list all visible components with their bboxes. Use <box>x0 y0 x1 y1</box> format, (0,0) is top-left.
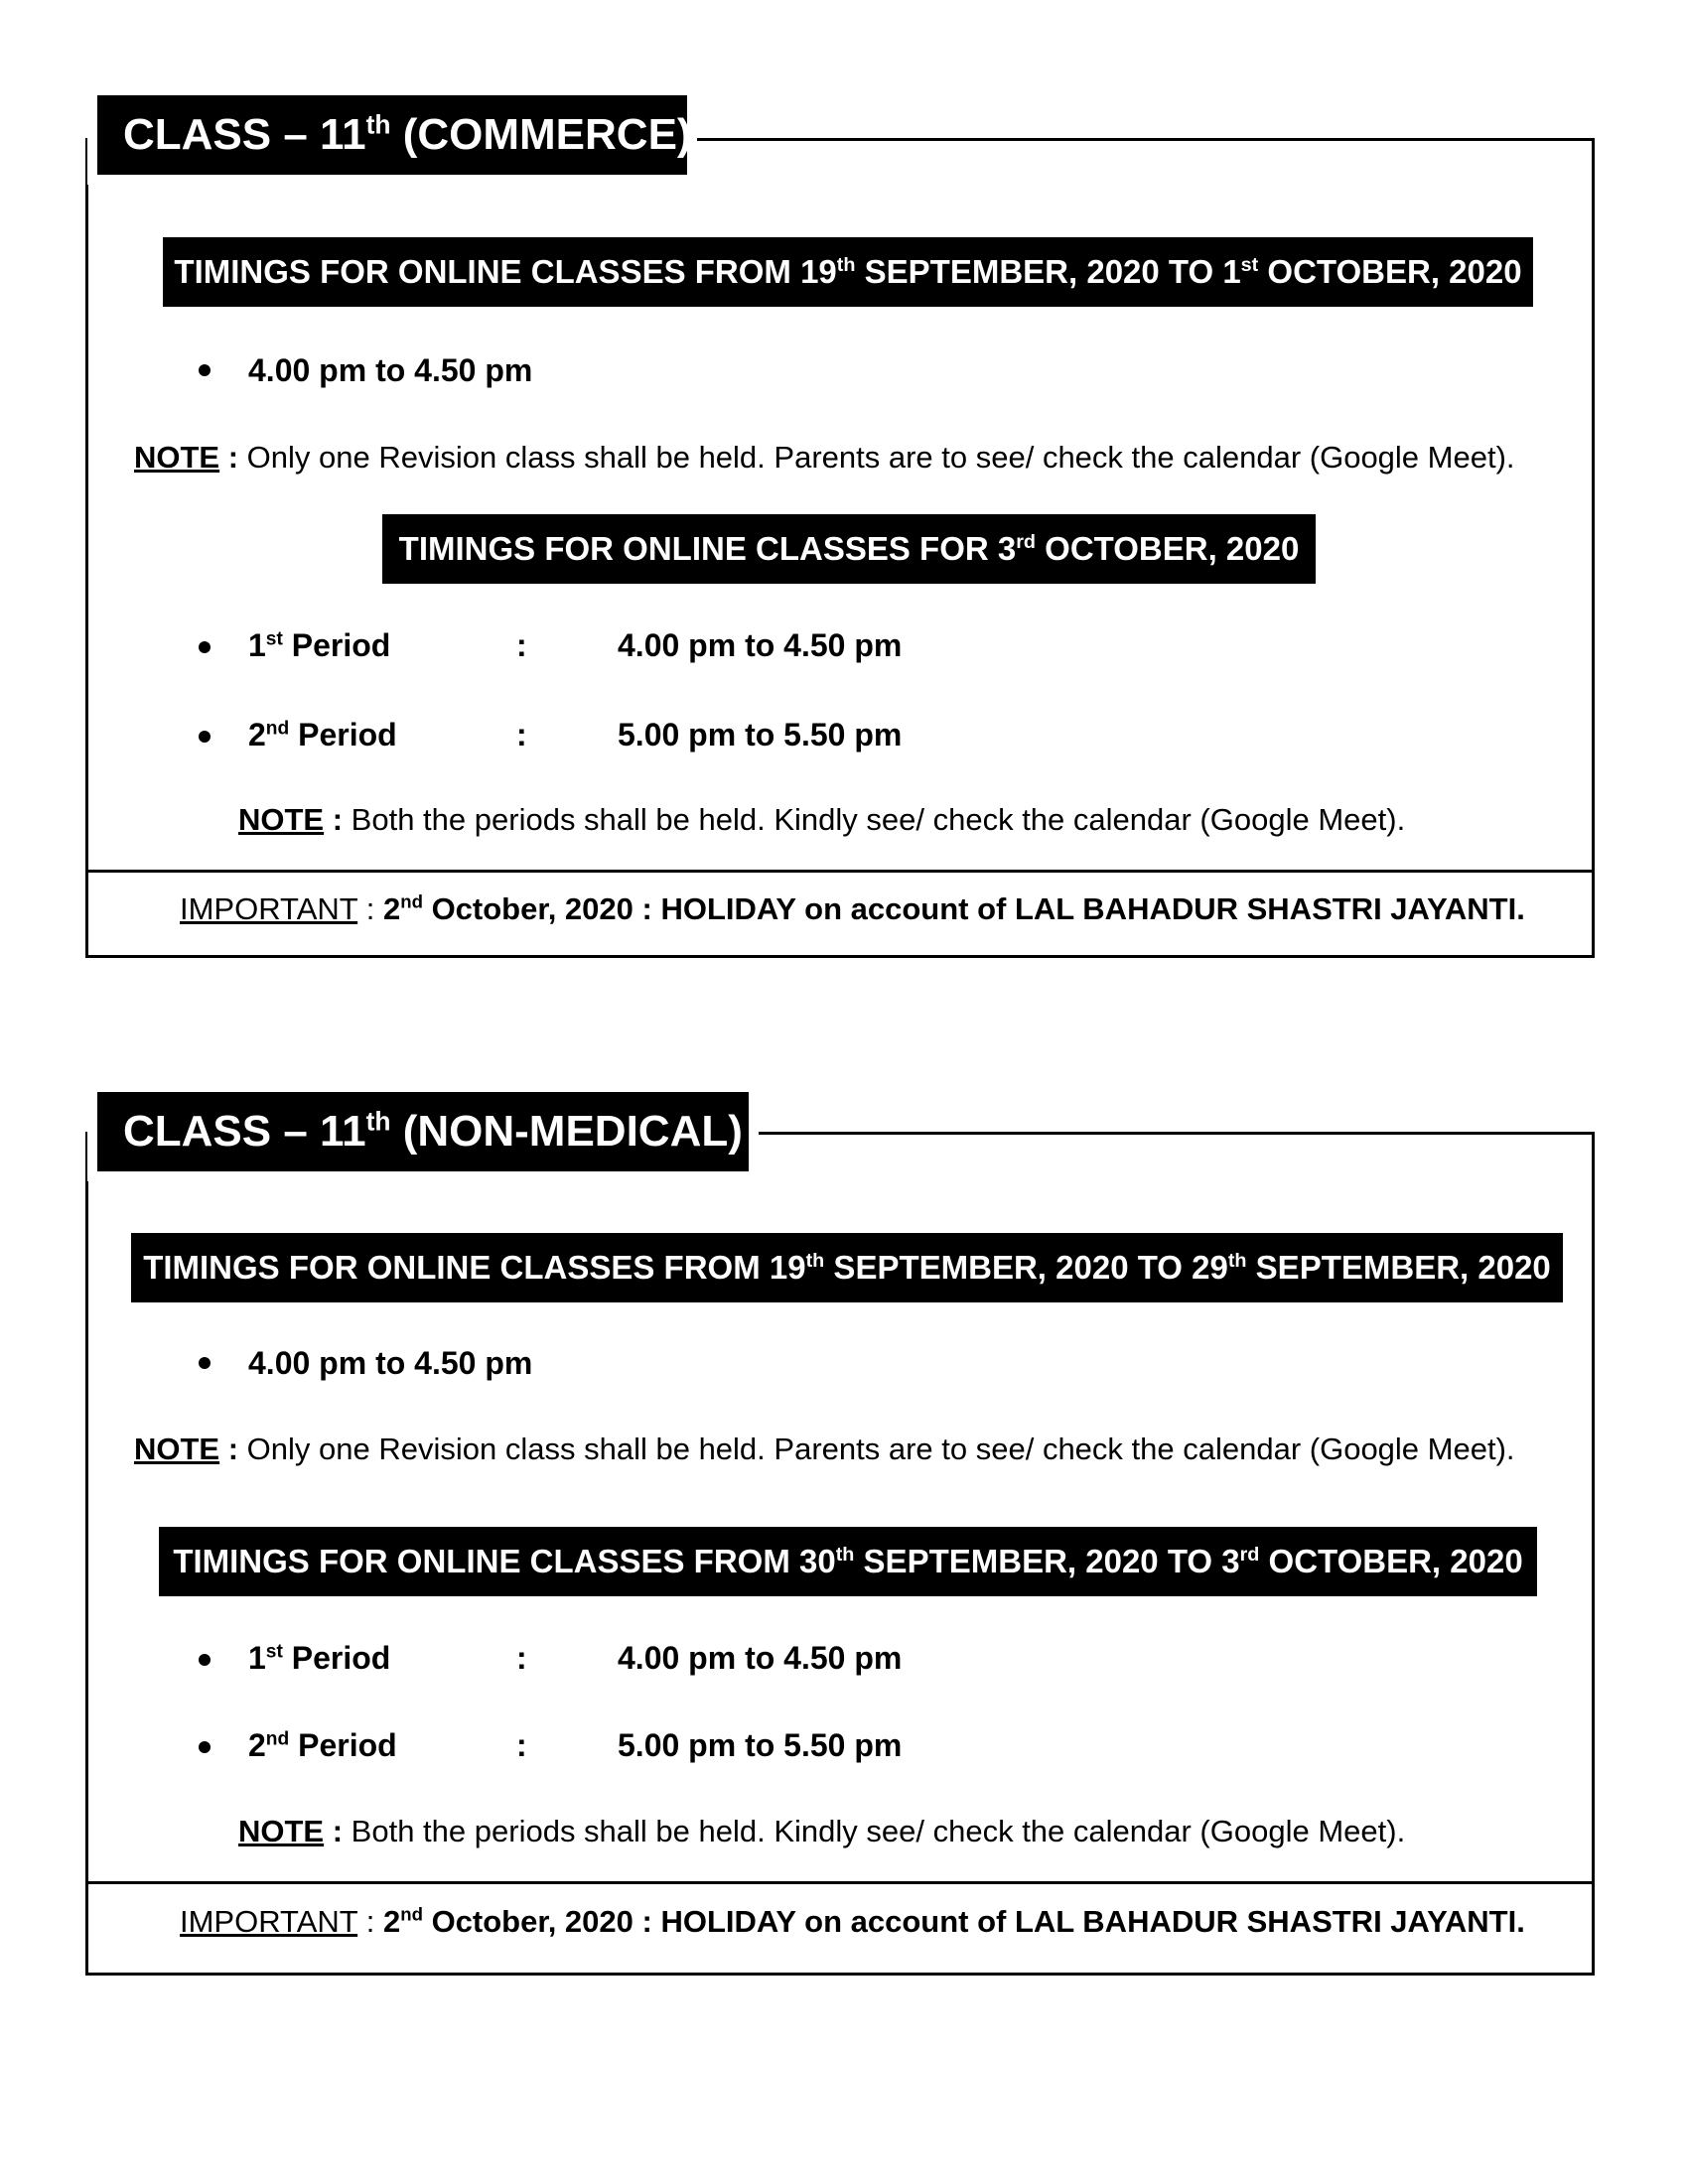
period-colon: : <box>516 1640 527 1676</box>
title-text: CLASS – 11 <box>123 1107 366 1156</box>
note-colon: : <box>324 802 344 837</box>
important-label: IMPORTANT <box>180 1904 358 1939</box>
note-colon: : <box>219 1432 239 1466</box>
important-sup: nd <box>400 890 423 912</box>
bar-text: TIMINGS FOR ONLINE CLASSES FROM 30 <box>173 1543 836 1579</box>
bar-text: TIMINGS FOR ONLINE CLASSES FOR 3 <box>398 530 1017 567</box>
title-sup: th <box>365 1106 391 1137</box>
nonmedical-period-2 <box>199 1727 993 1767</box>
bullet-text: 4.00 pm to 4.50 pm <box>248 1345 533 1381</box>
nonmedical-bullet-time <box>199 1345 532 1382</box>
period-time: 4.00 pm to 4.50 pm <box>618 627 903 663</box>
title-rest: (COMMERCE) <box>390 110 692 159</box>
bullet-icon <box>199 364 211 376</box>
bullet-icon <box>199 1357 211 1369</box>
note-label: NOTE <box>238 1814 325 1848</box>
nonmedical-period-1 <box>199 1640 993 1680</box>
period-colon: : <box>516 1727 527 1763</box>
important-num: 2 <box>382 1904 401 1939</box>
note-text: Both the periods shall be held. Kindly see/ check the calendar (Google Meet). <box>343 802 1406 837</box>
commerce-timings-bar-1 <box>163 237 1533 307</box>
important-sep: : <box>357 891 383 926</box>
bar-text: SEPTEMBER, 2020 TO 3 <box>854 1543 1240 1579</box>
title-sup: th <box>365 109 391 140</box>
important-num: 2 <box>382 891 401 926</box>
note-label: NOTE <box>134 440 220 475</box>
bar-text: SEPTEMBER, 2020 TO 29 <box>824 1249 1228 1286</box>
period-time: 5.00 pm to 5.50 pm <box>618 717 903 752</box>
nonmedical-timings-bar-2 <box>159 1527 1537 1596</box>
bar-text: SEPTEMBER, 2020 TO 1 <box>855 253 1241 290</box>
bullet-icon <box>199 1654 211 1666</box>
bar-sup: st <box>1240 254 1259 276</box>
nonmedical-important-divider <box>85 1881 1595 1884</box>
commerce-note-2 <box>238 802 1405 838</box>
period-label: 1st Period <box>248 1640 391 1676</box>
bar-text: OCTOBER, 2020 <box>1259 1543 1523 1579</box>
nonmedical-timings-bar-1 <box>131 1233 1563 1302</box>
bar-text: SEPTEMBER, 2020 <box>1246 1249 1551 1286</box>
bar-text: TIMINGS FOR ONLINE CLASSES FROM 19 <box>143 1249 806 1286</box>
period-label: 1st Period <box>248 627 391 663</box>
bullet-text: 4.00 pm to 4.50 pm <box>248 352 533 388</box>
note-text: Only one Revision class shall be held. Parents are to see/ check the calendar (Google Meet). <box>238 440 1515 475</box>
bar-text: OCTOBER, 2020 <box>1036 530 1300 567</box>
note-label: NOTE <box>134 1432 220 1466</box>
important-label: IMPORTANT <box>180 891 358 926</box>
bar-text: OCTOBER, 2020 <box>1258 253 1522 290</box>
important-sup: nd <box>400 1903 423 1925</box>
nonmedical-note-2 <box>238 1814 1405 1849</box>
bullet-icon <box>199 641 211 653</box>
commerce-period-1 <box>199 627 993 667</box>
commerce-bullet-time <box>199 352 532 389</box>
commerce-important-divider <box>85 870 1595 873</box>
period-label: 2nd Period <box>248 1727 397 1763</box>
bar-sup: rd <box>1016 531 1036 553</box>
period-label: 2nd Period <box>248 717 397 752</box>
commerce-note-1 <box>134 440 1515 476</box>
period-time: 5.00 pm to 5.50 pm <box>618 1727 903 1763</box>
nonmedical-class-title <box>97 1092 749 1171</box>
note-text: Both the periods shall be held. Kindly see/ check the calendar (Google Meet). <box>343 1814 1406 1848</box>
note-text: Only one Revision class shall be held. Parents are to see/ check the calendar (Google Meet). <box>238 1432 1515 1466</box>
nonmedical-important <box>180 1904 1525 1940</box>
commerce-important <box>180 891 1525 927</box>
bullet-icon <box>199 1741 211 1753</box>
important-text: October, 2020 : HOLIDAY on account of LAL BAHADUR SHASTRI JAYANTI. <box>422 1904 1525 1939</box>
period-time: 4.00 pm to 4.50 pm <box>618 1640 903 1676</box>
note-label: NOTE <box>238 802 325 837</box>
commerce-class-title <box>97 95 692 175</box>
bar-sup: th <box>805 1250 825 1272</box>
commerce-period-2 <box>199 717 993 756</box>
title-rest: (NON-MEDICAL) <box>390 1107 743 1156</box>
note-colon: : <box>219 440 239 475</box>
bullet-icon <box>199 731 211 743</box>
bar-sup: th <box>1227 1250 1247 1272</box>
important-text: October, 2020 : HOLIDAY on account of LAL BAHADUR SHASTRI JAYANTI. <box>422 891 1525 926</box>
commerce-timings-bar-2 <box>382 514 1316 584</box>
nonmedical-note-1 <box>134 1432 1515 1467</box>
note-colon: : <box>324 1814 344 1848</box>
bar-text: TIMINGS FOR ONLINE CLASSES FROM 19 <box>174 253 837 290</box>
period-colon: : <box>516 627 527 663</box>
title-text: CLASS – 11 <box>123 110 366 159</box>
bar-sup: th <box>835 1544 855 1566</box>
important-sep: : <box>357 1904 383 1939</box>
bar-sup: rd <box>1239 1544 1260 1566</box>
bar-sup: th <box>836 254 856 276</box>
period-colon: : <box>516 717 527 752</box>
